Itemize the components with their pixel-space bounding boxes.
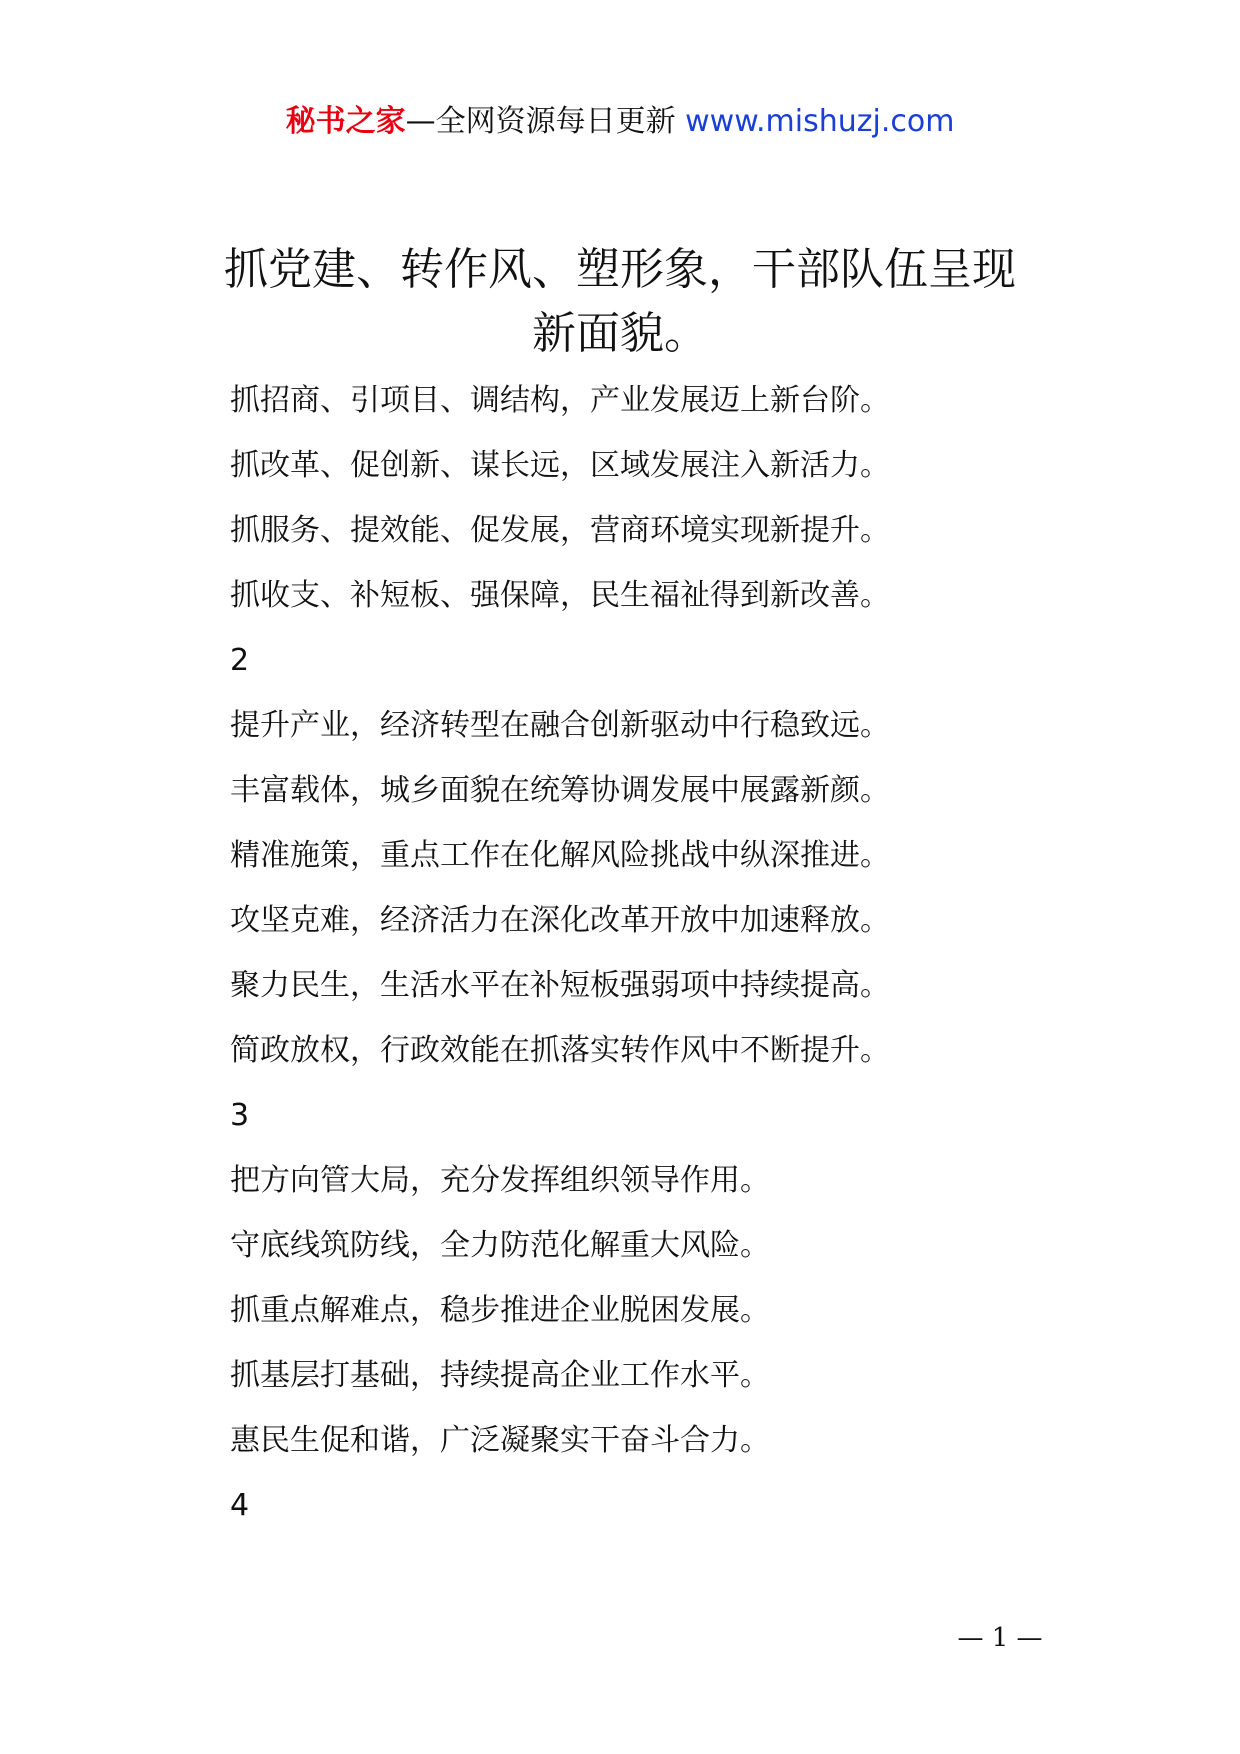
section-number: 2: [230, 643, 250, 678]
body-line: 聚力民生，生活水平在补短板强弱项中持续提高。: [230, 968, 890, 1003]
body-line: 守底线筑防线，全力防范化解重大风险。: [230, 1228, 770, 1263]
title-line-1: 抓党建、转作风、塑形象，干部队伍呈现: [224, 244, 1016, 295]
body-line: 抓基层打基础，持续提高企业工作水平。: [230, 1358, 770, 1393]
body-line: 提升产业，经济转型在融合创新驱动中行稳致远。: [230, 708, 890, 743]
section-number: 3: [230, 1098, 250, 1133]
body-line: 丰富载体，城乡面貌在统筹协调发展中展露新颜。: [230, 773, 890, 808]
body-line: 抓改革、促创新、谋长远，区域发展注入新活力。: [230, 448, 890, 483]
body-line: 抓招商、引项目、调结构，产业发展迈上新台阶。: [230, 383, 890, 418]
document-title: [200, 238, 1040, 366]
brand-name: 秘书之家: [285, 104, 406, 139]
body-line: 精准施策，重点工作在化解风险挑战中纵深推进。: [230, 838, 890, 873]
body-line: 攻坚克难，经济活力在深化改革开放中加速释放。: [230, 903, 890, 938]
body-line: 抓收支、补短板、强保障，民生福祉得到新改善。: [230, 578, 890, 613]
body-line: 抓重点解难点，稳步推进企业脱困发展。: [230, 1293, 770, 1328]
page-number: — 1 —: [957, 1623, 1043, 1653]
title-line-2: 新面貌。: [532, 308, 708, 359]
site-header: [0, 100, 1240, 144]
body-line: 简政放权，行政效能在抓落实转作风中不断提升。: [230, 1033, 890, 1068]
header-tagline: —全网资源每日更新: [405, 104, 676, 139]
body-line: 抓服务、提效能、促发展，营商环境实现新提升。: [230, 513, 890, 548]
body-line: 把方向管大局，充分发挥组织领导作用。: [230, 1163, 770, 1198]
document-body: [230, 368, 1050, 1538]
body-line: 惠民生促和谐，广泛凝聚实干奋斗合力。: [230, 1423, 770, 1458]
site-url[interactable]: www.mishuzj.com: [685, 104, 955, 139]
section-number: 4: [230, 1488, 250, 1523]
